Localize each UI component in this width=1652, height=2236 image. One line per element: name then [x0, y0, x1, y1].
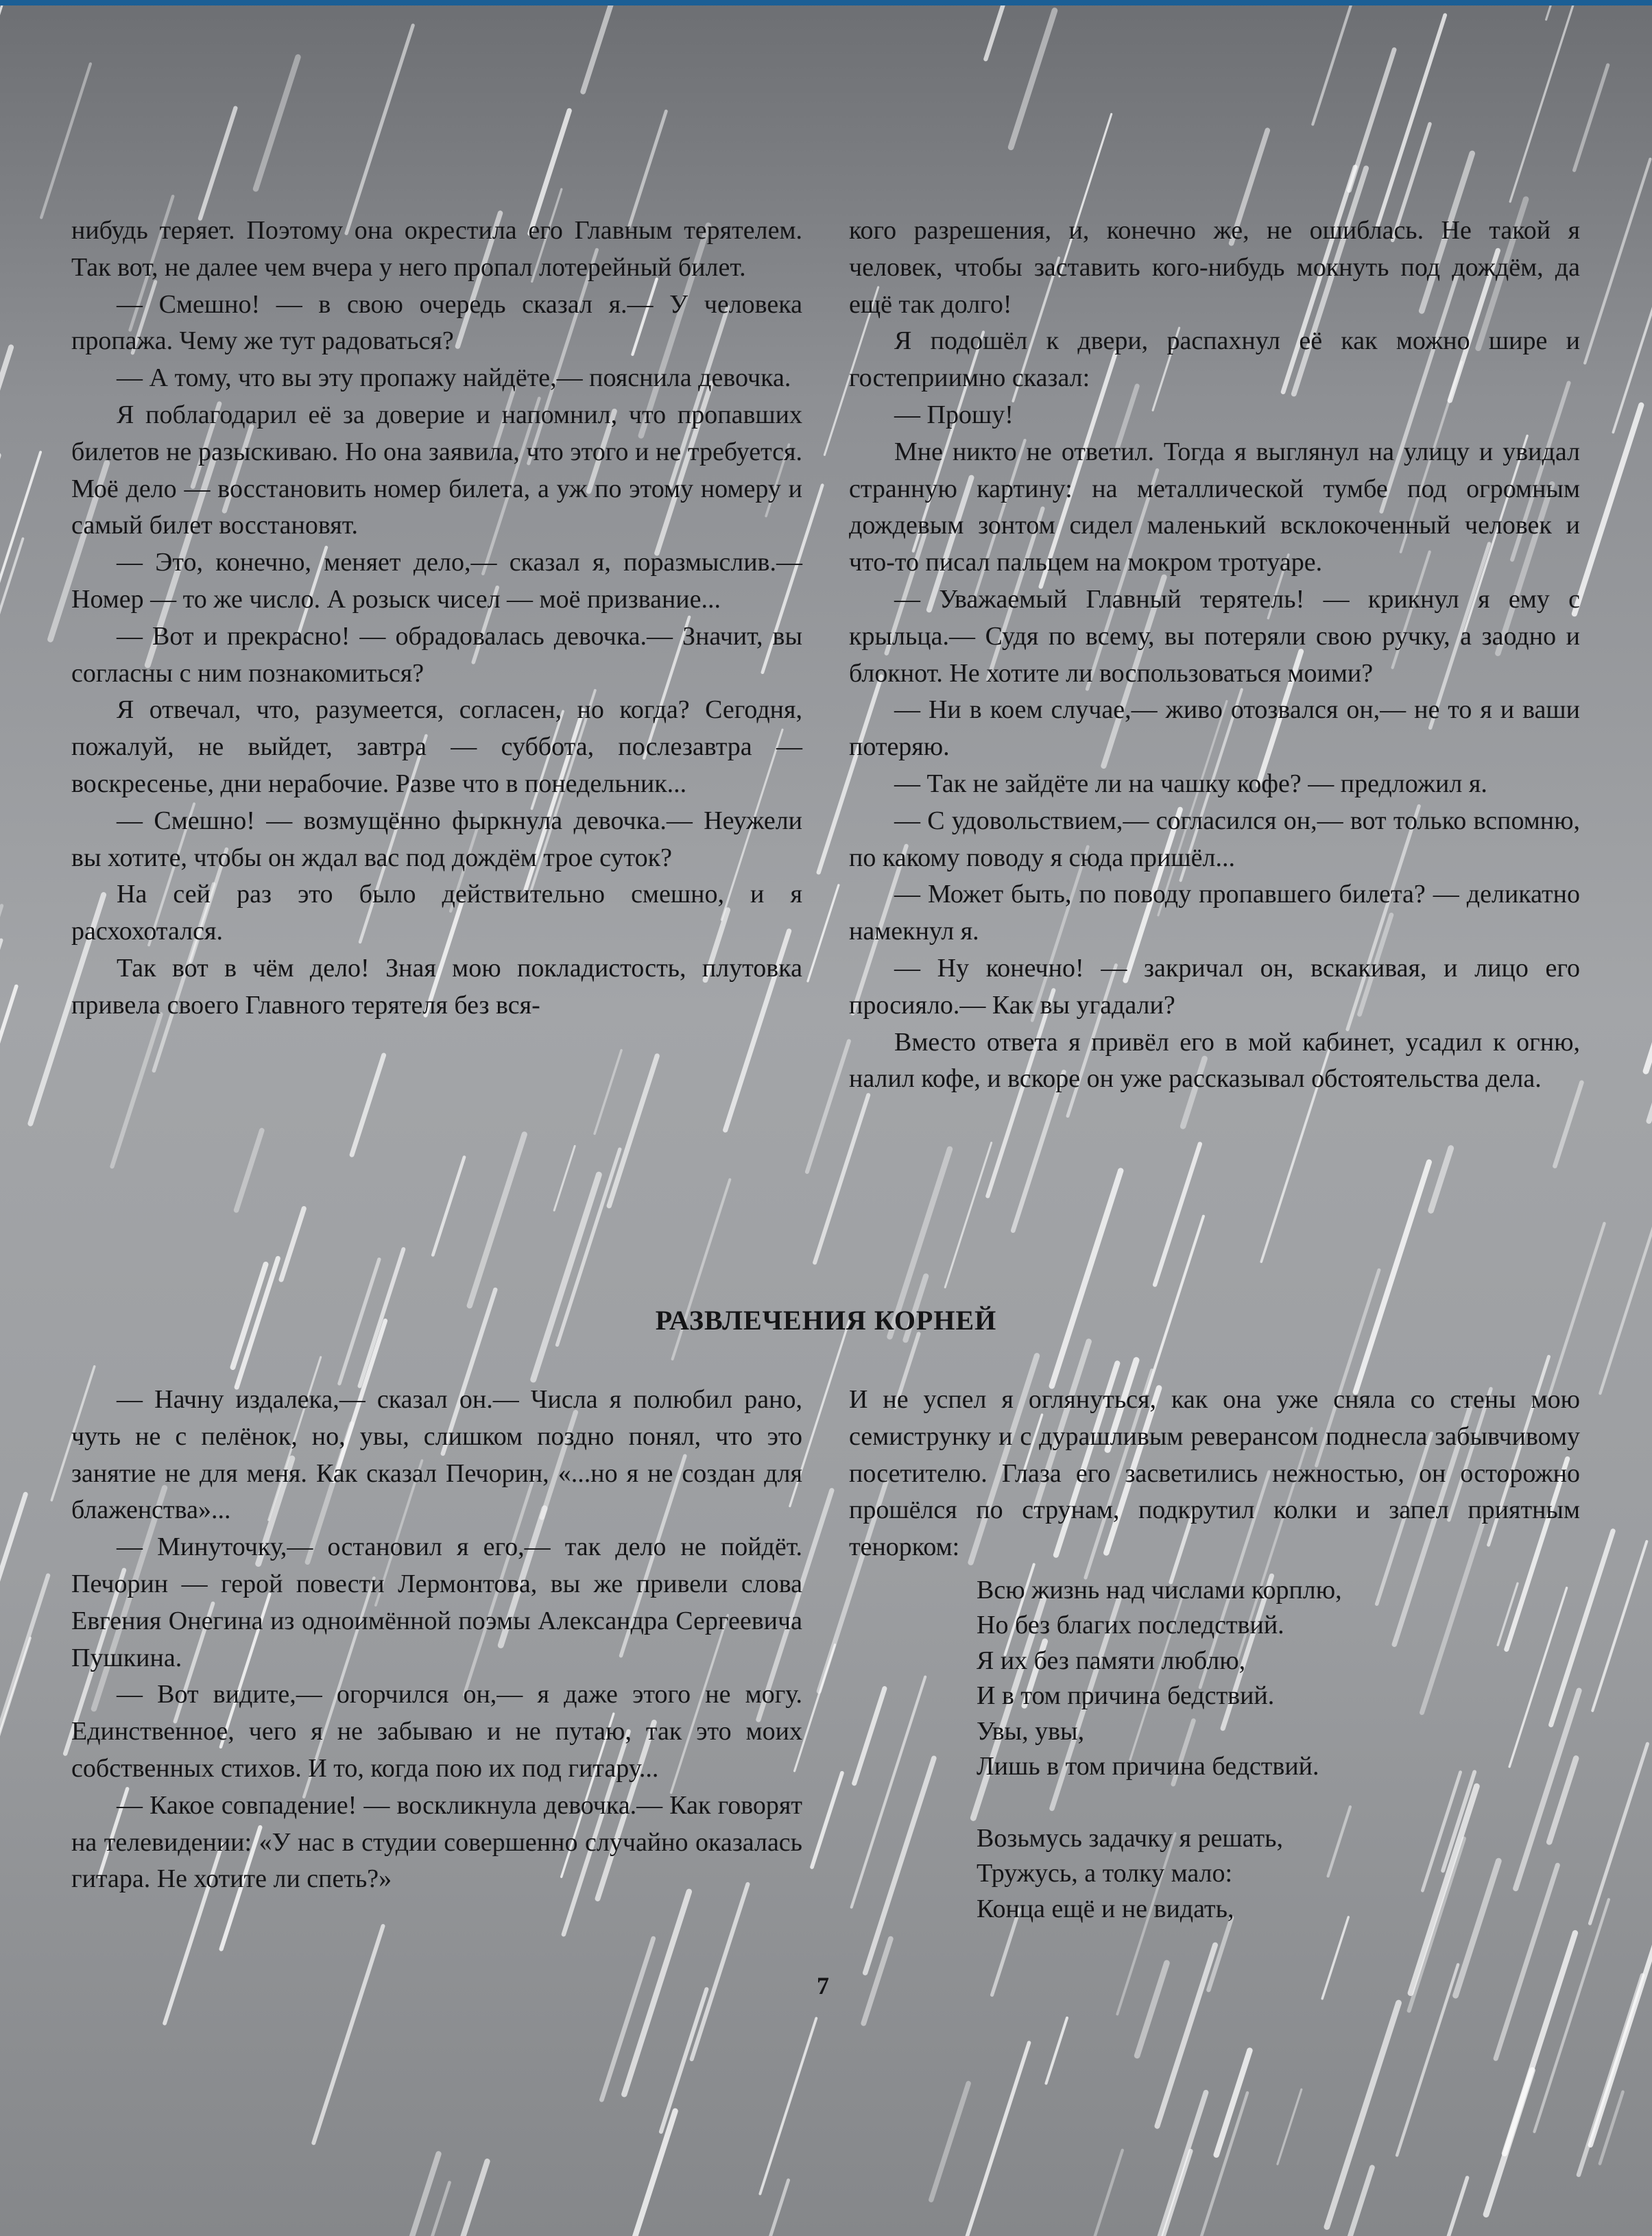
rain-streak: [1585, 159, 1650, 363]
rain-streak: [1091, 2150, 1123, 2236]
poem-line: Увы, увы,: [977, 1716, 1085, 1746]
rain-streak: [1278, 2089, 1302, 2164]
left-bottom-paragraph: — Вот видите,— огорчился он,— я даже этого не могу. Единственное, чего я не забываю и не путаю, так это моих собственных стихов. И то, когда пою их под гитару...: [71, 1680, 802, 1783]
rain-streak: [1378, 15, 1445, 226]
rain-streak: [0, 347, 11, 509]
poem-stanza: [977, 1821, 1580, 1927]
rain-streak: [595, 1050, 621, 1134]
section-heading: РАЗВЛЕЧЕНИЯ КОРНЕЙ: [655, 1305, 997, 1336]
poem-line: Лишь в том причина бедствий.: [977, 1752, 1319, 1781]
left-top-paragraph: — Смешно! — в свою очередь сказал я.— У человека пропажа. Чему же тут радоваться?: [71, 289, 802, 356]
poem-stanza: [977, 1573, 1580, 1785]
rain-streak: [1011, 11, 1055, 147]
rain-streak: [0, 1638, 30, 1764]
right-top-paragraph: Мне никто не ответил. Тогда я выглянул на улицу и увидал странную картину: на металлической тумбе под огромным дождевым зонтом сидел маленький всклокоченный человек и что-то писал пальцем на мокром тротуаре.: [849, 437, 1580, 577]
rain-streak: [41, 64, 91, 217]
rain-streak: [0, 906, 2, 1072]
rain-streak: [1600, 1210, 1652, 1393]
rain-streak: [808, 885, 839, 981]
rain-streak: [352, 1055, 384, 1155]
rain-streak: [931, 2084, 968, 2200]
rain-streak: [629, 111, 666, 227]
rain-streak: [609, 1056, 657, 1206]
left-top-paragraph: — Это, конечно, меняет дело,— сказал я, поразмыслив.— Номер — то же число. А розыск чисел — моё призвание...: [71, 548, 802, 614]
rain-streak: [1313, 0, 1374, 124]
rain-streak: [313, 1926, 383, 2143]
right-top-paragraph: — Уважаемый Главный терятель! — крикнул я ему с крыльца.— Судя по всему, вы потеряли свою ручку, а заодно и блокнот. Не хотите ли воспользоваться моими?: [849, 584, 1580, 688]
right-top-paragraph: кого разрешения, и, конечно же, не ошиблась. Не такой я человек, чтобы заставить кого-нибудь мокнуть под дождём, да ещё так долго!: [849, 216, 1580, 319]
rain-streak: [807, 1041, 849, 1172]
rain-streak: [1579, 1975, 1642, 2175]
left-bottom-paragraph: — Минуточку,— остановил я его,— так дело не пойдёт. Печорин — герой повести Лермонтова, вы же привели слова Евгения Онегина из одноимённой поэмы Александра Сергеевича Пушкина.: [71, 1532, 802, 1672]
right-top-paragraph: — Ну конечно! — закричал он, вскакивая, и лицо его просияло.— Как вы угадали?: [849, 953, 1580, 1020]
rain-streak: [812, 1773, 842, 1867]
rain-streak: [256, 57, 298, 189]
rain-streak: [112, 1014, 161, 1166]
left-top-paragraph: Так вот в чём дело! Зная мою покладистость, плутовка привела своего Главного терятеля без вся-: [71, 953, 802, 1020]
text-column-left-top: [71, 213, 802, 1024]
rain-streak: [237, 1131, 262, 1210]
rain-streak: [433, 1157, 464, 1255]
rain-streak: [428, 2183, 450, 2236]
right-top-paragraph: Я подошёл к двери, распахнул её как можно шире и гостеприимно сказал:: [849, 326, 1580, 393]
rain-streak: [1393, 2178, 1467, 2236]
rain-streak: [661, 1989, 707, 2132]
rain-streak: [609, 2111, 675, 2236]
rain-streak: [1431, 1149, 1451, 1211]
rain-streak: [200, 108, 236, 219]
rain-streak: [583, 0, 625, 92]
rain-streak: [1646, 923, 1652, 1072]
right-top-paragraph: — С удовольствием,— согласился он,— вот только вспомню, по какому поводу я сюда пришёл...: [849, 806, 1580, 872]
left-top-paragraph: — Смешно! — возмущённо фыркнула девочка.— Неужели вы хотите, чтобы он ждал вас под дождём трое суток?: [71, 806, 802, 872]
right-top-paragraph: — Так не зайдёте ли на чашку кофе? — предложил я.: [894, 769, 1487, 798]
poem-line: Тружусь, а толку мало:: [977, 1859, 1233, 1888]
rain-streak: [0, 539, 23, 690]
left-bottom-paragraph: — Начну издалека,— сказал он.— Числа я полюбил рано, чуть не с пелёнок, но, увы, слишком поздно понял, что это занятие не для меня. Как сказал Печорин, «...но я не создан для блаженства»...: [71, 1385, 802, 1525]
poem-line: Возьмусь задачку я решать,: [977, 1823, 1283, 1853]
page-number: 7: [817, 1972, 829, 1999]
rain-streak: [760, 2019, 816, 2194]
left-top-paragraph: — Вот и прекрасно! — обрадовалась девочка.— Значит, вы согласны с ним познакомиться?: [71, 621, 802, 688]
rain-streak: [945, 1143, 992, 1288]
rain-streak: [281, 1209, 304, 1280]
rain-streak: [1510, 0, 1579, 202]
top-edge-bar: [0, 0, 1652, 5]
right-top-paragraph: — Ни в коем случае,— живо отозвался он,— не то я и ваши потеряю.: [849, 695, 1580, 762]
rain-streak: [1137, 1963, 1166, 2056]
rain-streak: [1575, 65, 1608, 171]
text-column-left-bottom: [71, 1382, 802, 1898]
right-top-paragraph: Вместо ответа я привёл его в мой кабинет, усадил к огню, налил кофе, и вскоре он уже рассказывал обстоятельства дела.: [849, 1027, 1580, 1094]
rain-streak: [0, 987, 16, 1127]
right-top-paragraph: — Прошу!: [894, 400, 1014, 429]
rain-streak: [962, 2043, 1029, 2236]
text-column-right-bottom: [849, 1382, 1580, 1963]
rain-streak: [0, 1576, 48, 1753]
rain-streak: [765, 2180, 789, 2236]
rain-streak: [1046, 2018, 1068, 2083]
left-top-paragraph: Я отвечал, что, разумеется, согласен, но когда? Сегодня, пожалуй, не выйдет, завтра — суббота, послезавтра — воскресенье, дни нерабочие. Разве что в понедельник...: [71, 695, 802, 798]
left-top-paragraph: нибудь теряет. Поэтому она окрестила его Главным терятелем. Так вот, не далее чем вчера у него пропал лотерейный билет.: [71, 216, 802, 282]
rain-streak: [1575, 405, 1641, 614]
rain-streak: [985, 0, 1022, 59]
right-top-paragraph: — Может быть, по поводу пропавшего билета? — деликатно намекнул я.: [849, 880, 1580, 946]
rain-streak: [1155, 1144, 1200, 1284]
poem-line: Но без благих последствий.: [977, 1611, 1284, 1640]
rain-streak: [1397, 1964, 1458, 2155]
rain-streak: [346, 25, 413, 233]
poem-line: Я их без памяти люблю,: [977, 1646, 1246, 1675]
song-intro-paragraph: И не успел я оглянуться, как она уже сняла со стены мою семиструнку и с дурашливым реверансом поднесла забывчивому посетителю. Глаза его засветились нежностью, он осторожно прошёлся по струнам, подкрутил колки и запел приятным тенорком:: [849, 1385, 1580, 1562]
rain-streak: [0, 452, 40, 658]
poem-line: Конца ещё и не видать,: [977, 1894, 1234, 1923]
text-column-right-top: [849, 213, 1580, 1098]
rain-streak: [1486, 2070, 1532, 2214]
rain-streak: [0, 1494, 25, 1628]
rain-streak: [0, 0, 25, 146]
rain-streak: [470, 1135, 525, 1306]
rain-streak: [1183, 2093, 1247, 2236]
rain-streak: [1613, 278, 1652, 432]
left-top-paragraph: Я поблагодарил её за доверие и напомнил, что пропавших билетов не разыскиваю. Но она заявила, что этого и не требуется. Моё дело — восстановить номер билета, а уж по этому номеру и самый билет восстановят.: [71, 400, 802, 540]
rain-streak: [407, 2154, 439, 2236]
rain-streak: [1356, 1162, 1429, 1392]
rain-streak: [1350, 50, 1395, 191]
rain-streak: [534, 1175, 599, 1380]
left-top-paragraph: — А тому, что вы эту пропажу найдёте,— пояснила девочка.: [117, 363, 791, 393]
song-poem: [977, 1573, 1580, 1927]
rain-streak: [554, 1146, 575, 1210]
poem-line: И в том причина бедствий.: [977, 1681, 1275, 1711]
left-top-paragraph: На сей раз это было действительно смешно, и я расхохотался.: [71, 880, 802, 946]
rain-streak: [692, 1884, 748, 2059]
rain-streak: [1590, 1744, 1648, 1923]
left-bottom-paragraph: — Какое совпадение! — воскликнула девочка.— Как говорят на телевидении: «У нас в студии совершенно случайно оказалась гитара. Не хотите ли спеть?»: [71, 1790, 802, 1894]
poem-line: Всю жизнь над числами корплю,: [977, 1575, 1342, 1604]
